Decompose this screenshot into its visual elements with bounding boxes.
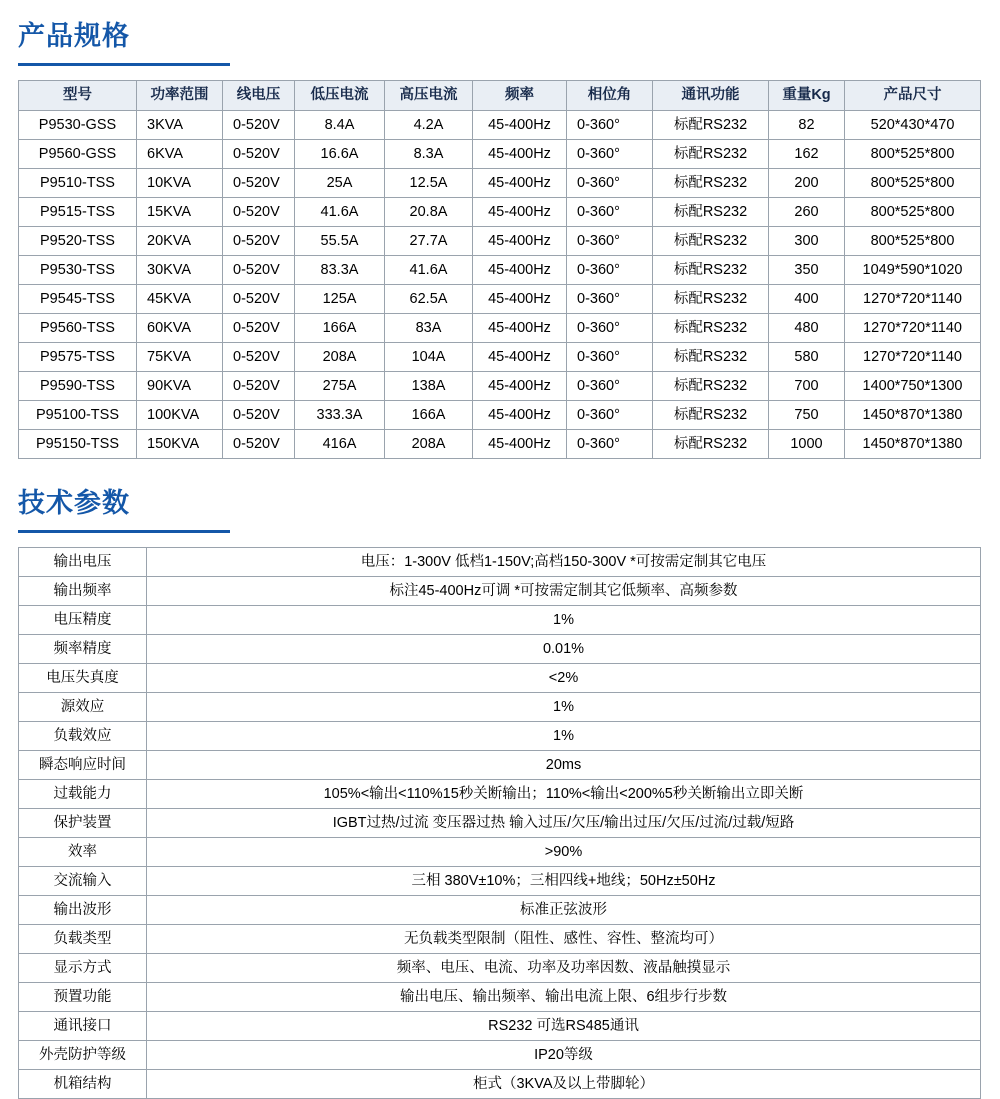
param-label: 交流输入 <box>19 867 147 896</box>
param-table-body <box>19 548 981 1099</box>
param-value: 电压：1-300V 低档1-150V;高档150-300V *可按需定制其它电压 <box>147 548 981 577</box>
spec-cell-size: 1270*720*1140 <box>845 285 981 314</box>
spec-cell-size: 1400*750*1300 <box>845 372 981 401</box>
spec-cell-high-current: 104A <box>385 343 473 372</box>
product-spec-table <box>18 80 981 459</box>
spec-cell-high-current: 208A <box>385 430 473 459</box>
param-value: >90% <box>147 838 981 867</box>
param-label: 外壳防护等级 <box>19 1041 147 1070</box>
param-value: <2% <box>147 664 981 693</box>
spec-cell-comm: 标配RS232 <box>653 372 769 401</box>
spec-cell-high-current: 27.7A <box>385 227 473 256</box>
table-row <box>19 401 981 430</box>
spec-header-cell: 型号 <box>19 81 137 111</box>
table-row <box>19 722 981 751</box>
table-row <box>19 314 981 343</box>
spec-cell-model: P9520-TSS <box>19 227 137 256</box>
param-value: 三相 380V±10%；三相四线+地线；50Hz±50Hz <box>147 867 981 896</box>
spec-cell-weight: 162 <box>769 140 845 169</box>
spec-cell-high-current: 20.8A <box>385 198 473 227</box>
table-row <box>19 867 981 896</box>
param-value: 0.01% <box>147 635 981 664</box>
spec-cell-comm: 标配RS232 <box>653 256 769 285</box>
table-row <box>19 751 981 780</box>
spec-cell-low-current: 41.6A <box>295 198 385 227</box>
param-label: 源效应 <box>19 693 147 722</box>
spec-cell-line-voltage: 0-520V <box>223 169 295 198</box>
spec-cell-weight: 1000 <box>769 430 845 459</box>
spec-cell-high-current: 166A <box>385 401 473 430</box>
spec-cell-size: 1049*590*1020 <box>845 256 981 285</box>
heading-underline-tech-params <box>18 530 230 533</box>
spec-cell-power: 15KVA <box>137 198 223 227</box>
spec-cell-power: 75KVA <box>137 343 223 372</box>
spec-table-body <box>19 111 981 459</box>
spec-cell-frequency: 45-400Hz <box>473 372 567 401</box>
param-value: IP20等级 <box>147 1041 981 1070</box>
spec-cell-frequency: 45-400Hz <box>473 111 567 140</box>
top-spacer <box>0 0 1000 14</box>
spec-cell-size: 1270*720*1140 <box>845 343 981 372</box>
table-row <box>19 1012 981 1041</box>
section-heading-product-spec <box>0 14 1000 66</box>
spec-cell-model: P9510-TSS <box>19 169 137 198</box>
spec-header-row <box>19 81 981 111</box>
spec-cell-low-current: 16.6A <box>295 140 385 169</box>
param-value: 输出电压、输出频率、输出电流上限、6组步行步数 <box>147 983 981 1012</box>
spec-cell-phase-angle: 0-360° <box>567 430 653 459</box>
spec-header-cell: 线电压 <box>223 81 295 111</box>
spec-cell-weight: 400 <box>769 285 845 314</box>
spec-cell-comm: 标配RS232 <box>653 198 769 227</box>
table-row <box>19 285 981 314</box>
spec-cell-low-current: 333.3A <box>295 401 385 430</box>
spec-cell-frequency: 45-400Hz <box>473 227 567 256</box>
table-row <box>19 343 981 372</box>
spec-cell-power: 45KVA <box>137 285 223 314</box>
param-value: 105%<输出<110%15秒关断输出；110%<输出<200%5秒关断输出立即关断 <box>147 780 981 809</box>
param-label: 显示方式 <box>19 954 147 983</box>
table-row <box>19 548 981 577</box>
param-label: 输出频率 <box>19 577 147 606</box>
table-row <box>19 1070 981 1099</box>
table-row <box>19 925 981 954</box>
table-row <box>19 838 981 867</box>
spec-header-cell: 功率范围 <box>137 81 223 111</box>
param-label: 预置功能 <box>19 983 147 1012</box>
spec-cell-line-voltage: 0-520V <box>223 343 295 372</box>
param-label: 输出波形 <box>19 896 147 925</box>
spec-cell-comm: 标配RS232 <box>653 314 769 343</box>
spec-cell-model: P9560-GSS <box>19 140 137 169</box>
section-title-product-spec: 产品规格 <box>18 21 130 51</box>
spec-cell-line-voltage: 0-520V <box>223 111 295 140</box>
spec-cell-model: P9515-TSS <box>19 198 137 227</box>
spec-header-cell: 重量Kg <box>769 81 845 111</box>
spec-header-cell: 频率 <box>473 81 567 111</box>
spec-cell-size: 520*430*470 <box>845 111 981 140</box>
table-row <box>19 372 981 401</box>
param-label: 负载效应 <box>19 722 147 751</box>
spec-cell-comm: 标配RS232 <box>653 227 769 256</box>
spec-cell-frequency: 45-400Hz <box>473 314 567 343</box>
spec-cell-comm: 标配RS232 <box>653 111 769 140</box>
spec-cell-line-voltage: 0-520V <box>223 285 295 314</box>
spec-cell-high-current: 41.6A <box>385 256 473 285</box>
spec-cell-low-current: 55.5A <box>295 227 385 256</box>
spec-cell-frequency: 45-400Hz <box>473 343 567 372</box>
spec-cell-phase-angle: 0-360° <box>567 111 653 140</box>
spec-cell-phase-angle: 0-360° <box>567 343 653 372</box>
table-row <box>19 809 981 838</box>
spec-cell-phase-angle: 0-360° <box>567 198 653 227</box>
table-row <box>19 664 981 693</box>
spec-cell-power: 90KVA <box>137 372 223 401</box>
spec-header-cell: 产品尺寸 <box>845 81 981 111</box>
spec-cell-frequency: 45-400Hz <box>473 256 567 285</box>
spec-cell-model: P9545-TSS <box>19 285 137 314</box>
spec-cell-frequency: 45-400Hz <box>473 169 567 198</box>
spec-cell-weight: 200 <box>769 169 845 198</box>
spec-cell-low-current: 166A <box>295 314 385 343</box>
param-value: 1% <box>147 693 981 722</box>
spec-cell-high-current: 4.2A <box>385 111 473 140</box>
param-value: RS232 可选RS485通讯 <box>147 1012 981 1041</box>
spec-cell-high-current: 8.3A <box>385 140 473 169</box>
spec-cell-weight: 82 <box>769 111 845 140</box>
spec-cell-low-current: 275A <box>295 372 385 401</box>
spec-cell-weight: 260 <box>769 198 845 227</box>
section-heading-tech-params <box>0 481 1000 533</box>
spec-cell-frequency: 45-400Hz <box>473 430 567 459</box>
spec-cell-phase-angle: 0-360° <box>567 169 653 198</box>
spec-cell-model: P9530-TSS <box>19 256 137 285</box>
table-row <box>19 256 981 285</box>
table-row <box>19 606 981 635</box>
param-value: IGBT过热/过流 变压器过热 输入过压/欠压/输出过压/欠压/过流/过载/短路 <box>147 809 981 838</box>
param-value: 柜式（3KVA及以上带脚轮） <box>147 1070 981 1099</box>
table-row <box>19 198 981 227</box>
param-label: 机箱结构 <box>19 1070 147 1099</box>
spec-cell-high-current: 83A <box>385 314 473 343</box>
spec-cell-size: 1270*720*1140 <box>845 314 981 343</box>
spec-cell-size: 800*525*800 <box>845 140 981 169</box>
spec-cell-model: P9530-GSS <box>19 111 137 140</box>
spec-cell-model: P95100-TSS <box>19 401 137 430</box>
spec-header-cell: 通讯功能 <box>653 81 769 111</box>
param-value: 频率、电压、电流、功率及功率因数、液晶触摸显示 <box>147 954 981 983</box>
spec-cell-frequency: 45-400Hz <box>473 140 567 169</box>
param-value: 标注45-400Hz可调 *可按需定制其它低频率、高频参数 <box>147 577 981 606</box>
table-row <box>19 227 981 256</box>
spec-cell-high-current: 138A <box>385 372 473 401</box>
table-row <box>19 693 981 722</box>
spec-cell-weight: 350 <box>769 256 845 285</box>
spec-cell-weight: 480 <box>769 314 845 343</box>
spec-cell-phase-angle: 0-360° <box>567 140 653 169</box>
spec-cell-low-current: 25A <box>295 169 385 198</box>
spec-cell-frequency: 45-400Hz <box>473 285 567 314</box>
spec-cell-power: 20KVA <box>137 227 223 256</box>
spec-cell-weight: 580 <box>769 343 845 372</box>
spec-cell-frequency: 45-400Hz <box>473 198 567 227</box>
spec-cell-model: P95150-TSS <box>19 430 137 459</box>
table-row <box>19 983 981 1012</box>
param-value: 标准正弦波形 <box>147 896 981 925</box>
spec-cell-power: 6KVA <box>137 140 223 169</box>
param-value: 1% <box>147 606 981 635</box>
spec-cell-phase-angle: 0-360° <box>567 285 653 314</box>
spec-cell-size: 800*525*800 <box>845 169 981 198</box>
param-label: 负载类型 <box>19 925 147 954</box>
spec-cell-comm: 标配RS232 <box>653 285 769 314</box>
table-row <box>19 635 981 664</box>
spec-cell-line-voltage: 0-520V <box>223 430 295 459</box>
spec-cell-comm: 标配RS232 <box>653 140 769 169</box>
technical-parameters-table <box>18 547 981 1099</box>
spec-cell-high-current: 62.5A <box>385 285 473 314</box>
param-value: 1% <box>147 722 981 751</box>
spec-cell-power: 60KVA <box>137 314 223 343</box>
spec-cell-weight: 700 <box>769 372 845 401</box>
spec-cell-model: P9560-TSS <box>19 314 137 343</box>
table-row <box>19 430 981 459</box>
spec-cell-comm: 标配RS232 <box>653 401 769 430</box>
spec-cell-power: 150KVA <box>137 430 223 459</box>
param-label: 过载能力 <box>19 780 147 809</box>
spec-cell-comm: 标配RS232 <box>653 430 769 459</box>
param-label: 通讯接口 <box>19 1012 147 1041</box>
section-spacer <box>0 459 1000 481</box>
table-row <box>19 780 981 809</box>
spec-cell-model: P9590-TSS <box>19 372 137 401</box>
spec-cell-power: 3KVA <box>137 111 223 140</box>
param-label: 效率 <box>19 838 147 867</box>
table-row <box>19 140 981 169</box>
param-label: 电压失真度 <box>19 664 147 693</box>
spec-cell-phase-angle: 0-360° <box>567 314 653 343</box>
spec-cell-low-current: 8.4A <box>295 111 385 140</box>
spec-cell-low-current: 416A <box>295 430 385 459</box>
table-row <box>19 954 981 983</box>
spec-header-cell: 相位角 <box>567 81 653 111</box>
param-label: 保护装置 <box>19 809 147 838</box>
spec-cell-size: 800*525*800 <box>845 227 981 256</box>
spec-cell-high-current: 12.5A <box>385 169 473 198</box>
spec-cell-line-voltage: 0-520V <box>223 256 295 285</box>
spec-cell-phase-angle: 0-360° <box>567 256 653 285</box>
spec-cell-line-voltage: 0-520V <box>223 372 295 401</box>
section-title-tech-params: 技术参数 <box>18 488 130 518</box>
spec-cell-size: 1450*870*1380 <box>845 401 981 430</box>
table-row <box>19 1041 981 1070</box>
spec-cell-size: 800*525*800 <box>845 198 981 227</box>
spec-header-cell: 高压电流 <box>385 81 473 111</box>
spec-cell-power: 100KVA <box>137 401 223 430</box>
param-value: 20ms <box>147 751 981 780</box>
spec-cell-phase-angle: 0-360° <box>567 227 653 256</box>
spec-cell-size: 1450*870*1380 <box>845 430 981 459</box>
spec-cell-low-current: 83.3A <box>295 256 385 285</box>
spec-header-cell: 低压电流 <box>295 81 385 111</box>
table-row <box>19 577 981 606</box>
spec-cell-power: 30KVA <box>137 256 223 285</box>
spec-cell-line-voltage: 0-520V <box>223 314 295 343</box>
param-label: 频率精度 <box>19 635 147 664</box>
spec-cell-comm: 标配RS232 <box>653 343 769 372</box>
heading-underline-product-spec <box>18 63 230 66</box>
spec-cell-weight: 300 <box>769 227 845 256</box>
spec-cell-line-voltage: 0-520V <box>223 198 295 227</box>
table-row <box>19 896 981 925</box>
param-label: 瞬态响应时间 <box>19 751 147 780</box>
param-value: 无负载类型限制（阻性、感性、容性、整流均可） <box>147 925 981 954</box>
spec-cell-line-voltage: 0-520V <box>223 401 295 430</box>
spec-cell-phase-angle: 0-360° <box>567 401 653 430</box>
table-row <box>19 111 981 140</box>
param-label: 输出电压 <box>19 548 147 577</box>
spec-cell-power: 10KVA <box>137 169 223 198</box>
spec-table-head <box>19 81 981 111</box>
table-row <box>19 169 981 198</box>
spec-cell-frequency: 45-400Hz <box>473 401 567 430</box>
spec-cell-line-voltage: 0-520V <box>223 140 295 169</box>
spec-cell-weight: 750 <box>769 401 845 430</box>
spec-cell-comm: 标配RS232 <box>653 169 769 198</box>
spec-cell-phase-angle: 0-360° <box>567 372 653 401</box>
spec-cell-model: P9575-TSS <box>19 343 137 372</box>
param-label: 电压精度 <box>19 606 147 635</box>
spec-cell-line-voltage: 0-520V <box>223 227 295 256</box>
spec-cell-low-current: 125A <box>295 285 385 314</box>
spec-cell-low-current: 208A <box>295 343 385 372</box>
